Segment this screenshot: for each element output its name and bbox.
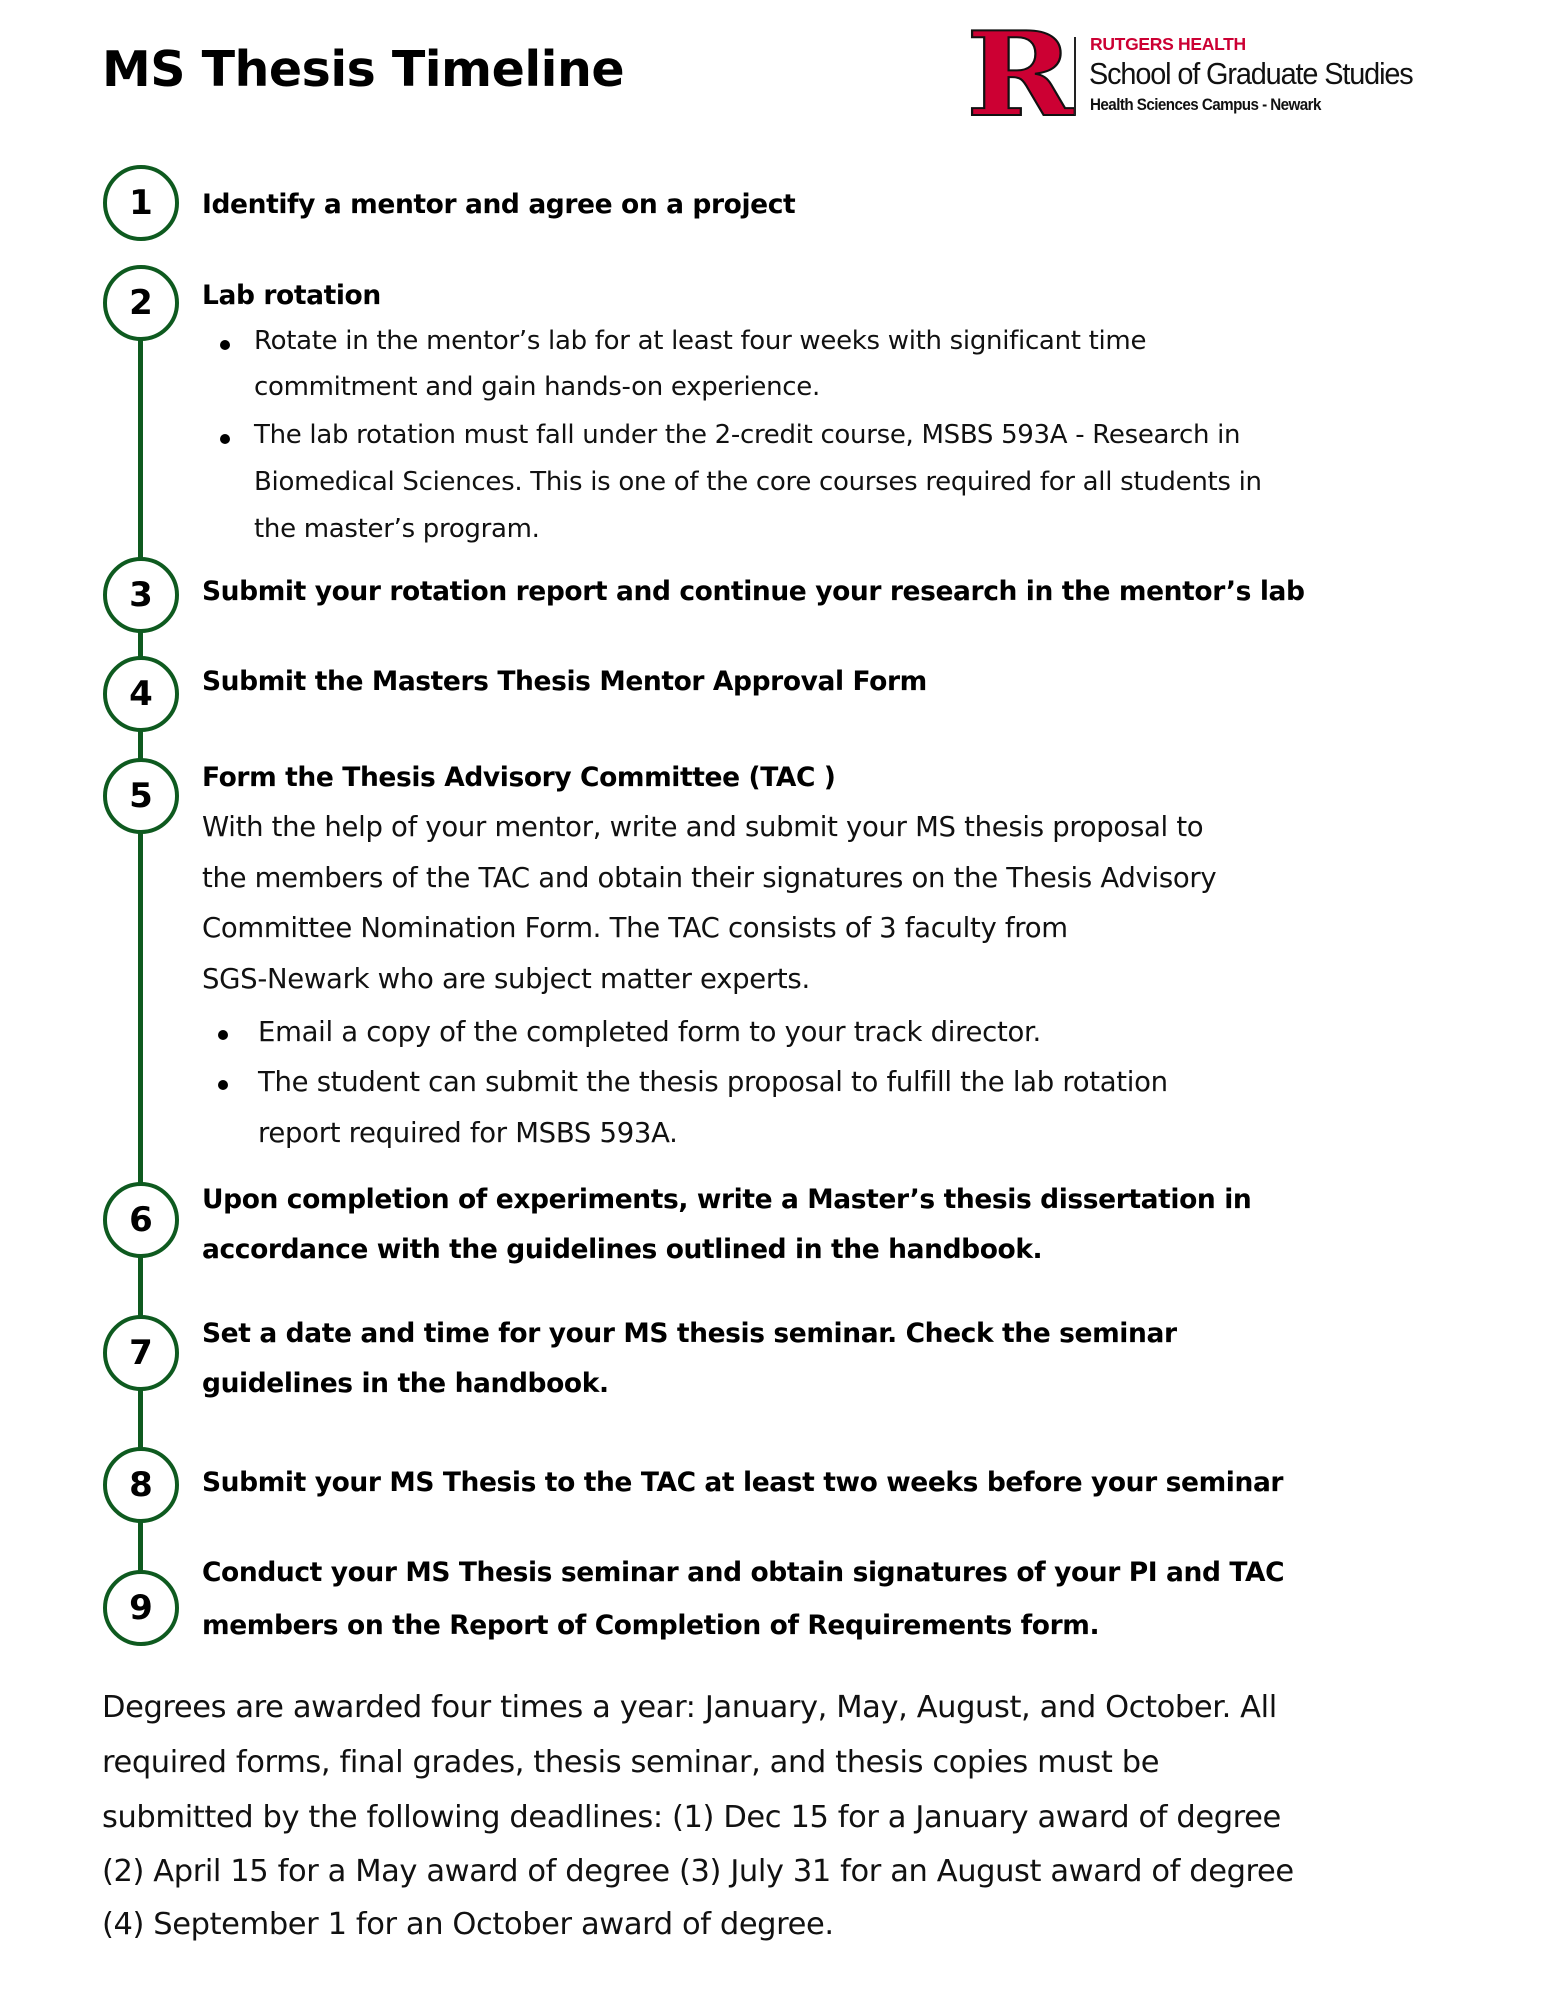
timeline-rail — [138, 270, 143, 1610]
bullet-dot-icon — [220, 434, 230, 444]
step-description: With the help of your mentor, write and submit your MS thesis proposal to — [202, 811, 1204, 843]
bullet-text: commitment and gain hands-on experience. — [254, 372, 820, 402]
bullet-text: report required for MSBS 593A. — [258, 1117, 678, 1149]
bullet-dot-icon — [218, 1080, 228, 1090]
bullet-dot-icon — [220, 340, 230, 350]
bullet-text: Biomedical Sciences. This is one of the core courses required for all students in — [254, 467, 1262, 497]
step-heading: Form the Thesis Advisory Committee (TAC ) — [202, 762, 836, 793]
logo-school-name: School of Graduate Studies — [1089, 56, 1413, 91]
page-title: MS Thesis Timeline — [102, 41, 625, 98]
step-number-circle: 7 — [103, 1315, 179, 1391]
step-number-circle: 4 — [103, 656, 179, 732]
step-heading: Submit the Masters Thesis Mentor Approval Form — [202, 666, 927, 697]
footer-text-line: required forms, final grades, thesis seminar, and thesis copies must be — [102, 1745, 1160, 1780]
logo-rutgers-health: RUTGERS HEALTH — [1090, 34, 1246, 54]
step-heading: Submit your rotation report and continue your research in the mentor’s lab — [202, 576, 1305, 607]
step-heading: Set a date and time for your MS thesis seminar. Check the seminar — [202, 1318, 1177, 1349]
footer-text-line: submitted by the following deadlines: (1) Dec 15 for a January award of degree — [102, 1800, 1281, 1835]
step-heading: Lab rotation — [202, 280, 381, 311]
step-number-circle: 9 — [103, 1570, 179, 1646]
step-number-circle: 8 — [103, 1447, 179, 1523]
footer-text-line: (4) September 1 for an October award of degree. — [102, 1907, 834, 1942]
step-heading: members on the Report of Completion of Requirements form. — [202, 1610, 1100, 1641]
step-heading: Submit your MS Thesis to the TAC at least two weeks before your seminar — [202, 1467, 1284, 1498]
step-heading: Upon completion of experiments, write a Master’s thesis dissertation in — [202, 1184, 1252, 1215]
bullet-text: The lab rotation must fall under the 2-credit course, MSBS 593A - Research in — [254, 420, 1241, 450]
step-number-circle: 6 — [103, 1182, 179, 1258]
rutgers-r-logo-icon: R — [966, 7, 1074, 143]
bullet-text: The student can submit the thesis proposal to fulfill the lab rotation — [258, 1066, 1168, 1098]
step-description: SGS-Newark who are subject matter experts. — [202, 963, 810, 995]
logo-divider — [1074, 37, 1076, 115]
logo-campus: Health Sciences Campus - Newark — [1090, 96, 1321, 114]
step-number-circle: 1 — [103, 165, 179, 241]
step-number-circle: 5 — [103, 758, 179, 834]
step-number-circle: 2 — [103, 265, 179, 341]
step-description: Committee Nomination Form. The TAC consists of 3 faculty from — [202, 912, 1068, 944]
step-number-circle: 3 — [103, 557, 179, 633]
step-description: the members of the TAC and obtain their signatures on the Thesis Advisory — [202, 862, 1217, 894]
step-heading: guidelines in the handbook. — [202, 1368, 609, 1399]
bullet-text: Rotate in the mentor’s lab for at least four weeks with significant time — [254, 326, 1147, 356]
step-heading: accordance with the guidelines outlined in the handbook. — [202, 1234, 1043, 1265]
footer-text-line: Degrees are awarded four times a year: January, May, August, and October. All — [102, 1690, 1277, 1725]
bullet-text: the master’s program. — [254, 514, 540, 544]
bullet-text: Email a copy of the completed form to your track director. — [258, 1016, 1041, 1048]
bullet-dot-icon — [218, 1030, 228, 1040]
footer-text-line: (2) April 15 for a May award of degree (3) July 31 for an August award of degree — [102, 1854, 1294, 1889]
step-heading: Identify a mentor and agree on a project — [202, 189, 796, 220]
step-heading: Conduct your MS Thesis seminar and obtain signatures of your PI and TAC — [202, 1557, 1285, 1588]
